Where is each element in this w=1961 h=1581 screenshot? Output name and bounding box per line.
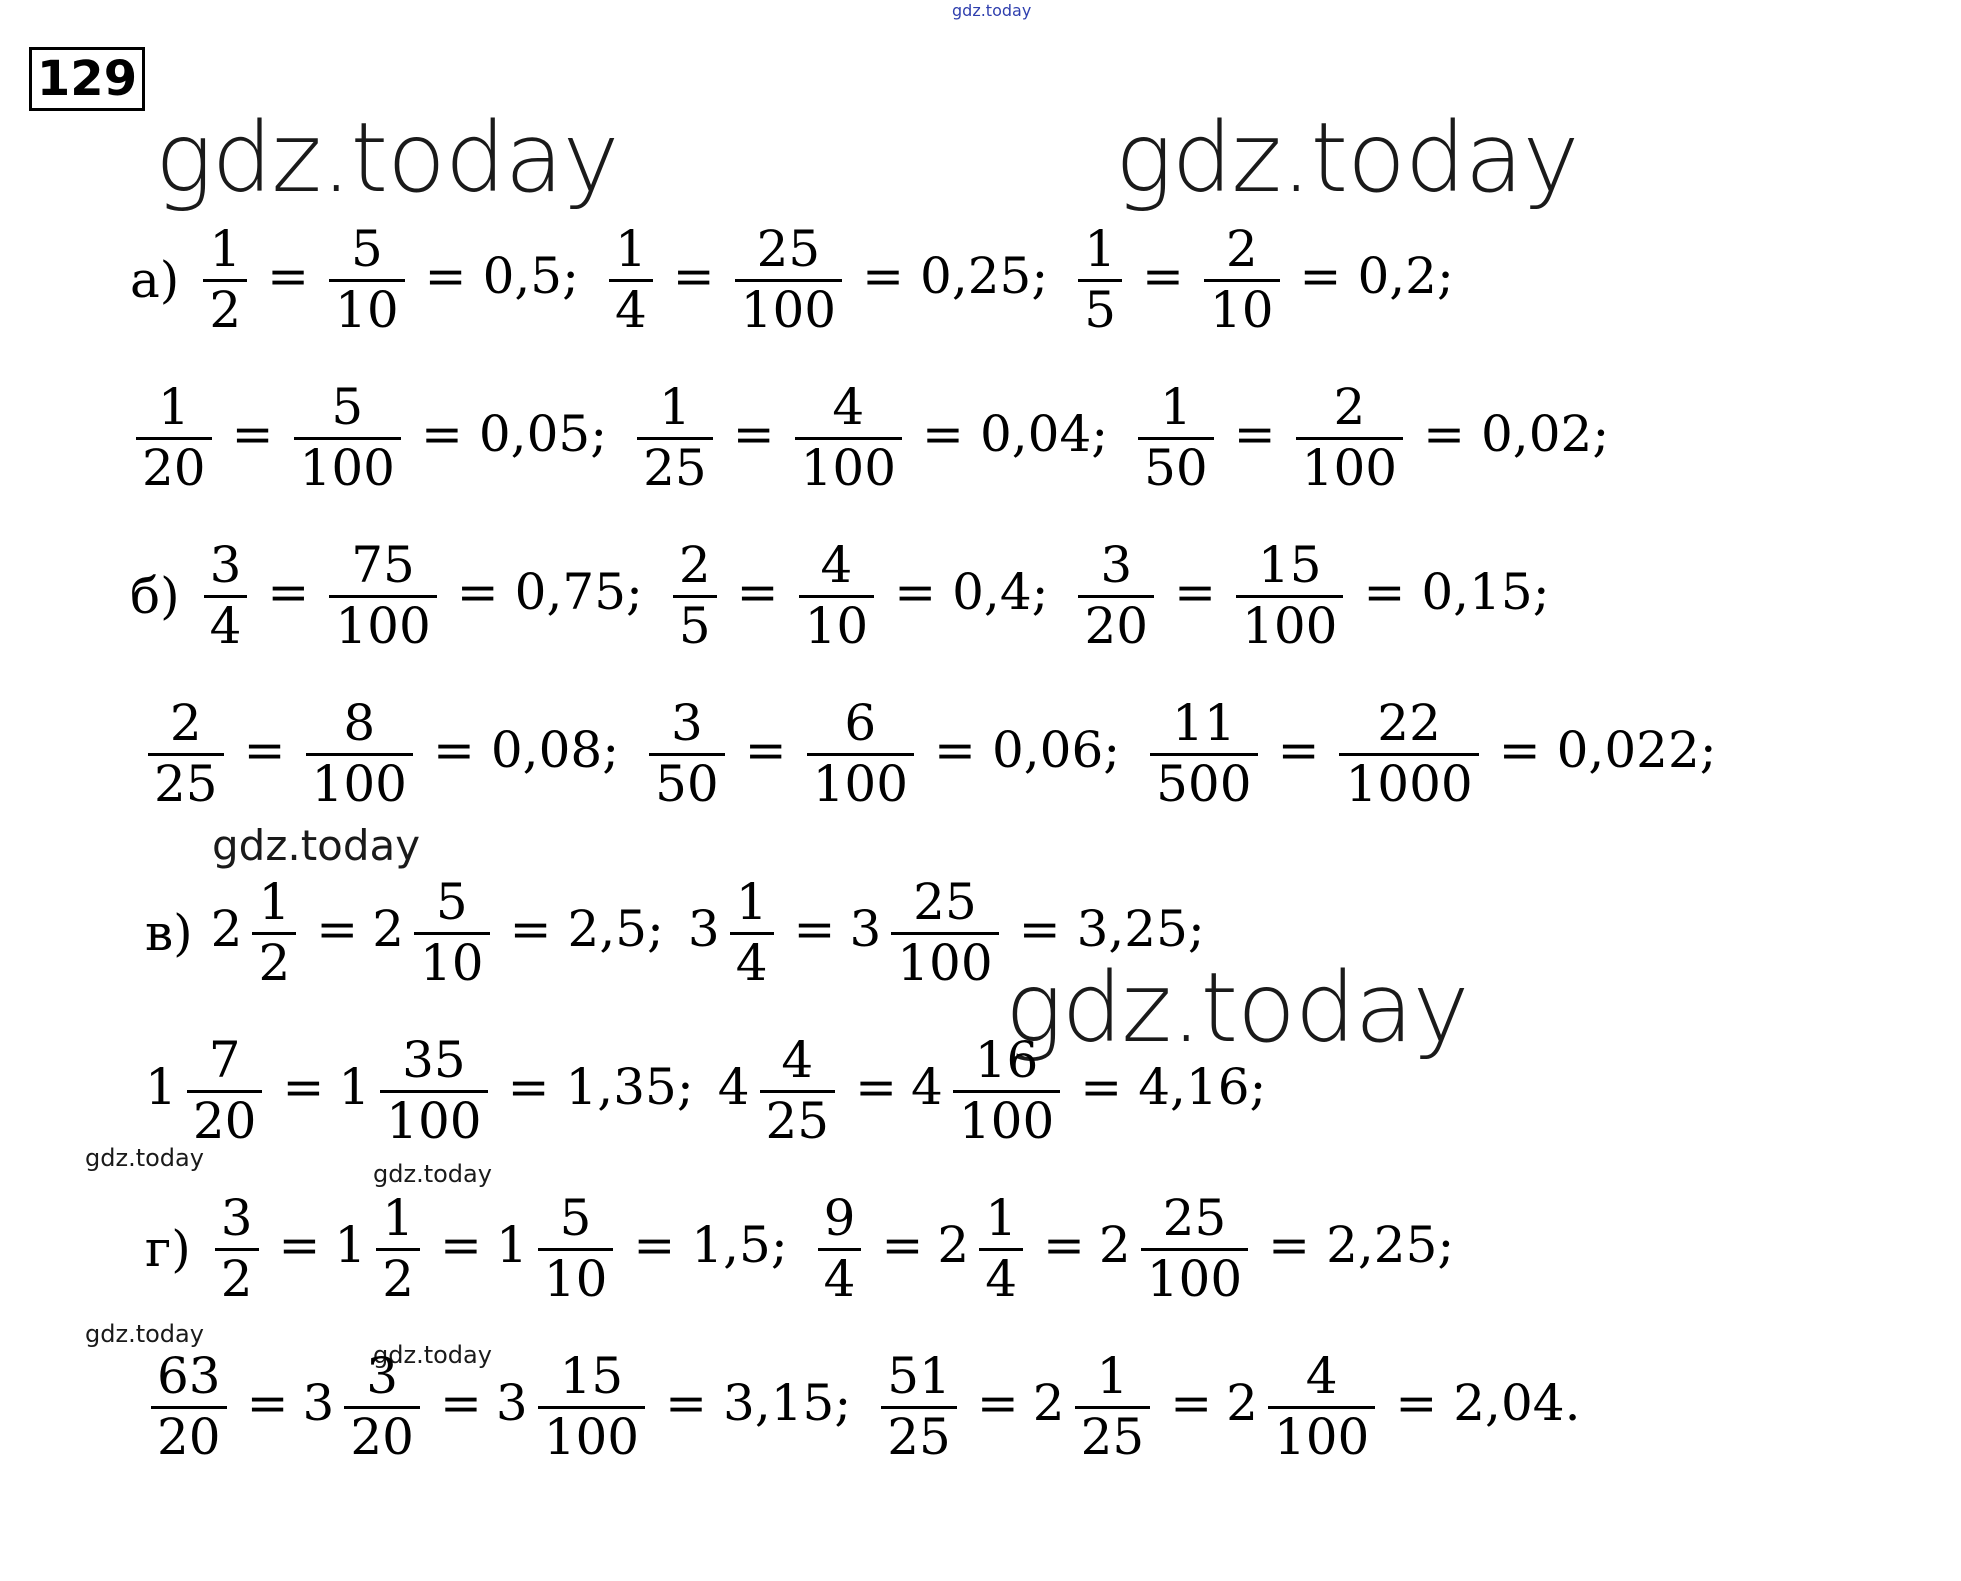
equation-line bbox=[130, 536, 1550, 656]
equals-sign: = bbox=[736, 563, 779, 621]
equation bbox=[1132, 379, 1609, 497]
numerator: 25 bbox=[913, 873, 977, 931]
equation bbox=[1072, 221, 1454, 339]
whole-part: 1 bbox=[495, 1216, 528, 1274]
denominator: 100 bbox=[1273, 1407, 1370, 1466]
equals-sign: = bbox=[246, 1374, 289, 1432]
equals-sign: = bbox=[456, 563, 499, 621]
whole-part: 4 bbox=[911, 1058, 943, 1116]
equals-sign: = bbox=[922, 405, 964, 463]
equation bbox=[142, 695, 619, 813]
numerator: 8 bbox=[343, 694, 376, 752]
numerator: 1 bbox=[658, 378, 691, 436]
equals-sign: = bbox=[1043, 1216, 1085, 1274]
whole-part: 3 bbox=[849, 900, 882, 958]
equals-sign: = bbox=[1142, 247, 1184, 305]
equals-sign: = bbox=[793, 900, 836, 958]
whole-part: 4 bbox=[717, 1058, 750, 1116]
fraction bbox=[148, 695, 224, 813]
denominator: 4 bbox=[985, 1249, 1018, 1308]
equals-sign: = bbox=[267, 563, 310, 621]
whole-part: 2 bbox=[1098, 1216, 1131, 1274]
denominator: 2 bbox=[258, 933, 291, 992]
numerator: 11 bbox=[1172, 694, 1236, 752]
numerator: 15 bbox=[559, 1347, 624, 1405]
numerator: 2 bbox=[1225, 220, 1258, 278]
decimal-result: 0,06; bbox=[991, 721, 1121, 779]
fraction bbox=[294, 379, 401, 497]
fraction bbox=[730, 874, 774, 992]
numerator: 1 bbox=[614, 220, 647, 278]
fraction bbox=[891, 874, 998, 992]
denominator: 100 bbox=[1301, 438, 1398, 497]
equation bbox=[688, 874, 1205, 992]
equation bbox=[1072, 537, 1549, 655]
decimal-result: 1,35; bbox=[565, 1058, 694, 1116]
whole-part: 1 bbox=[334, 1216, 367, 1274]
whole-part: 3 bbox=[495, 1374, 528, 1432]
decimal-result: 3,15; bbox=[723, 1374, 852, 1432]
equation bbox=[197, 221, 579, 339]
fraction bbox=[735, 221, 842, 339]
denominator: 2 bbox=[382, 1249, 415, 1308]
fraction bbox=[1339, 695, 1478, 813]
whole-part: 2 bbox=[372, 900, 404, 958]
fraction bbox=[204, 537, 248, 655]
denominator: 50 bbox=[655, 754, 719, 813]
equals-sign: = bbox=[231, 405, 274, 463]
equals-sign: = bbox=[1268, 1216, 1311, 1274]
numerator: 1 bbox=[985, 1189, 1018, 1247]
fraction bbox=[1078, 221, 1122, 339]
denominator: 100 bbox=[1146, 1249, 1243, 1308]
fraction bbox=[1138, 379, 1214, 497]
fraction bbox=[344, 1348, 420, 1466]
denominator: 100 bbox=[299, 438, 395, 497]
equals-sign: = bbox=[732, 405, 775, 463]
equals-sign: = bbox=[1233, 405, 1276, 463]
fraction bbox=[1141, 1190, 1248, 1308]
numerator: 22 bbox=[1377, 694, 1441, 752]
fraction bbox=[609, 221, 653, 339]
numerator: 1 bbox=[382, 1189, 415, 1247]
equals-sign: = bbox=[267, 247, 310, 305]
fraction bbox=[538, 1190, 614, 1308]
equation bbox=[812, 1190, 1455, 1308]
whole-part: 1 bbox=[145, 1058, 177, 1116]
numerator: 6 bbox=[844, 694, 877, 752]
decimal-result: 0,15; bbox=[1421, 563, 1550, 621]
equation bbox=[718, 1032, 1267, 1150]
equals-sign: = bbox=[894, 563, 937, 621]
equals-sign: = bbox=[243, 721, 286, 779]
denominator: 10 bbox=[1209, 280, 1274, 339]
fraction bbox=[187, 1032, 263, 1150]
denominator: 20 bbox=[350, 1407, 414, 1466]
fraction bbox=[637, 379, 713, 497]
denominator: 100 bbox=[958, 1091, 1055, 1150]
equation bbox=[603, 221, 1048, 339]
numerator: 1 bbox=[209, 220, 242, 278]
decimal-result: 0,5; bbox=[482, 247, 579, 305]
fraction bbox=[979, 1190, 1023, 1308]
numerator: 4 bbox=[781, 1031, 814, 1089]
equals-sign: = bbox=[934, 721, 976, 779]
equation bbox=[667, 537, 1049, 655]
watermark-small: gdz.today bbox=[373, 1341, 492, 1369]
equation bbox=[643, 695, 1120, 813]
equals-sign: = bbox=[316, 900, 359, 958]
fraction bbox=[807, 695, 914, 813]
equals-sign: = bbox=[507, 1058, 550, 1116]
denominator: 1000 bbox=[1345, 754, 1473, 813]
numerator: 1 bbox=[1160, 378, 1192, 436]
decimal-result: 0,08; bbox=[490, 721, 620, 779]
watermark-large-middle: gdz.today bbox=[1005, 952, 1469, 1064]
denominator: 2 bbox=[220, 1249, 253, 1308]
fraction bbox=[1268, 1348, 1375, 1466]
fraction bbox=[376, 1190, 420, 1308]
equals-sign: = bbox=[282, 1058, 325, 1116]
denominator: 4 bbox=[735, 933, 768, 992]
fraction bbox=[538, 1348, 645, 1466]
fraction bbox=[414, 874, 490, 992]
equals-sign: = bbox=[1363, 563, 1406, 621]
denominator: 100 bbox=[1242, 596, 1338, 655]
fraction bbox=[795, 379, 902, 497]
decimal-result: 0,05; bbox=[478, 405, 608, 463]
denominator: 20 bbox=[157, 1407, 221, 1466]
denominator: 4 bbox=[823, 1249, 856, 1308]
fraction bbox=[252, 874, 296, 992]
decimal-result: 0,02; bbox=[1481, 405, 1610, 463]
fraction bbox=[215, 1190, 259, 1308]
numerator: 63 bbox=[157, 1347, 221, 1405]
whole-part: 1 bbox=[338, 1058, 371, 1116]
denominator: 25 bbox=[643, 438, 707, 497]
equation-line bbox=[145, 873, 1205, 993]
denominator: 25 bbox=[1080, 1407, 1145, 1466]
equals-sign: = bbox=[1498, 721, 1541, 779]
numerator: 15 bbox=[1257, 536, 1322, 594]
numerator: 2 bbox=[678, 536, 711, 594]
whole-part: 3 bbox=[687, 900, 720, 958]
equals-sign: = bbox=[509, 900, 552, 958]
numerator: 75 bbox=[351, 536, 415, 594]
equation-line bbox=[145, 1189, 1454, 1309]
decimal-result: 0,4; bbox=[952, 563, 1049, 621]
numerator: 4 bbox=[1305, 1347, 1338, 1405]
fraction bbox=[1078, 537, 1154, 655]
numerator: 7 bbox=[208, 1031, 241, 1089]
equation bbox=[875, 1348, 1580, 1466]
numerator: 5 bbox=[435, 873, 468, 931]
equals-sign: = bbox=[424, 247, 467, 305]
denominator: 100 bbox=[386, 1091, 482, 1150]
numerator: 4 bbox=[832, 378, 865, 436]
item-label: б) bbox=[130, 567, 180, 625]
denominator: 100 bbox=[740, 280, 837, 339]
denominator: 5 bbox=[1084, 280, 1117, 339]
denominator: 4 bbox=[614, 280, 647, 339]
watermark-top: gdz.today bbox=[952, 1, 1032, 20]
denominator: 100 bbox=[543, 1407, 640, 1466]
equation bbox=[209, 1190, 788, 1308]
decimal-result: 0,04; bbox=[979, 405, 1109, 463]
fraction bbox=[649, 695, 725, 813]
equals-sign: = bbox=[1170, 1374, 1213, 1432]
denominator: 5 bbox=[678, 596, 711, 655]
item-label: г) bbox=[145, 1220, 191, 1278]
whole-part: 2 bbox=[937, 1216, 970, 1274]
whole-part: 2 bbox=[1226, 1374, 1258, 1432]
denominator: 25 bbox=[765, 1091, 830, 1150]
decimal-result: 1,5; bbox=[691, 1216, 788, 1274]
whole-part: 2 bbox=[210, 900, 243, 958]
equals-sign: = bbox=[1395, 1374, 1438, 1432]
numerator: 5 bbox=[331, 378, 364, 436]
numerator: 1 bbox=[258, 873, 291, 931]
fraction bbox=[953, 1032, 1060, 1150]
fraction bbox=[306, 695, 413, 813]
equation-line bbox=[142, 694, 1717, 814]
equals-sign: = bbox=[432, 721, 475, 779]
denominator: 100 bbox=[311, 754, 407, 813]
equation bbox=[145, 1348, 851, 1466]
equals-sign: = bbox=[855, 1058, 898, 1116]
decimal-result: 2,04. bbox=[1453, 1374, 1581, 1432]
whole-part: 3 bbox=[302, 1374, 335, 1432]
watermark-large-left: gdz.today bbox=[155, 102, 619, 214]
numerator: 3 bbox=[209, 536, 242, 594]
numerator: 9 bbox=[823, 1189, 856, 1247]
item-label: в) bbox=[145, 904, 193, 962]
numerator: 3 bbox=[670, 694, 703, 752]
fraction bbox=[881, 1348, 957, 1466]
numerator: 1 bbox=[735, 873, 768, 931]
denominator: 20 bbox=[1084, 596, 1149, 655]
decimal-result: 0,022; bbox=[1556, 721, 1717, 779]
fraction bbox=[329, 221, 405, 339]
denominator: 10 bbox=[804, 596, 869, 655]
numerator: 4 bbox=[820, 536, 853, 594]
numerator: 16 bbox=[974, 1031, 1039, 1089]
decimal-result: 2,5; bbox=[567, 900, 664, 958]
equals-sign: = bbox=[420, 405, 463, 463]
denominator: 4 bbox=[209, 596, 242, 655]
equation bbox=[1144, 695, 1717, 813]
denominator: 20 bbox=[192, 1091, 257, 1150]
denominator: 100 bbox=[812, 754, 909, 813]
numerator: 2 bbox=[169, 694, 202, 752]
fraction bbox=[1075, 1348, 1151, 1466]
denominator: 10 bbox=[335, 280, 399, 339]
watermark-large-right: gdz.today bbox=[1115, 102, 1579, 214]
numerator: 5 bbox=[559, 1189, 592, 1247]
denominator: 2 bbox=[209, 280, 242, 339]
equation bbox=[211, 874, 664, 992]
equals-sign: = bbox=[1277, 721, 1320, 779]
equation bbox=[145, 1032, 694, 1150]
equals-sign: = bbox=[665, 1374, 708, 1432]
denominator: 50 bbox=[1144, 438, 1208, 497]
watermark-small: gdz.today bbox=[85, 1320, 204, 1348]
decimal-result: 3,25; bbox=[1076, 900, 1205, 958]
denominator: 10 bbox=[420, 933, 484, 992]
equals-sign: = bbox=[1174, 563, 1217, 621]
equals-sign: = bbox=[862, 247, 905, 305]
numerator: 25 bbox=[1162, 1189, 1227, 1247]
denominator: 20 bbox=[142, 438, 206, 497]
numerator: 5 bbox=[350, 220, 383, 278]
equation bbox=[130, 379, 607, 497]
equation bbox=[631, 379, 1108, 497]
numerator: 35 bbox=[402, 1031, 466, 1089]
numerator: 1 bbox=[1096, 1347, 1129, 1405]
denominator: 100 bbox=[897, 933, 993, 992]
numerator: 3 bbox=[1100, 536, 1133, 594]
fraction bbox=[203, 221, 247, 339]
numerator: 1 bbox=[157, 378, 190, 436]
denominator: 25 bbox=[154, 754, 218, 813]
equals-sign: = bbox=[1080, 1058, 1123, 1116]
fraction bbox=[818, 1190, 862, 1308]
fraction bbox=[329, 537, 436, 655]
denominator: 25 bbox=[887, 1407, 951, 1466]
decimal-result: 0,25; bbox=[920, 247, 1049, 305]
equals-sign: = bbox=[278, 1216, 321, 1274]
decimal-result: 2,25; bbox=[1326, 1216, 1455, 1274]
fraction bbox=[1296, 379, 1403, 497]
equation-line bbox=[145, 1031, 1266, 1151]
problem-number: 129 bbox=[29, 47, 145, 111]
decimal-result: 4,16; bbox=[1138, 1058, 1267, 1116]
numerator: 25 bbox=[756, 220, 821, 278]
decimal-result: 0,75; bbox=[514, 563, 643, 621]
equals-sign: = bbox=[439, 1374, 482, 1432]
denominator: 500 bbox=[1156, 754, 1252, 813]
equals-sign: = bbox=[633, 1216, 676, 1274]
equation-line bbox=[130, 220, 1454, 340]
equation-line bbox=[145, 1347, 1580, 1467]
numerator: 3 bbox=[220, 1189, 253, 1247]
fraction bbox=[380, 1032, 487, 1150]
denominator: 10 bbox=[543, 1249, 608, 1308]
equals-sign: = bbox=[1299, 247, 1342, 305]
fraction bbox=[799, 537, 875, 655]
watermark-small: gdz.today bbox=[373, 1160, 492, 1188]
item-label: а) bbox=[130, 251, 180, 309]
equals-sign: = bbox=[744, 721, 787, 779]
fraction bbox=[1236, 537, 1343, 655]
equals-sign: = bbox=[976, 1374, 1019, 1432]
fraction bbox=[1204, 221, 1280, 339]
fraction bbox=[151, 1348, 227, 1466]
watermark-small: gdz.today bbox=[85, 1144, 204, 1172]
decimal-result: 0,2; bbox=[1357, 247, 1454, 305]
watermark-medium: gdz.today bbox=[212, 821, 421, 870]
fraction bbox=[1150, 695, 1257, 813]
numerator: 3 bbox=[366, 1347, 399, 1405]
equals-sign: = bbox=[881, 1216, 924, 1274]
numerator: 2 bbox=[1333, 378, 1366, 436]
whole-part: 2 bbox=[1032, 1374, 1065, 1432]
equals-sign: = bbox=[440, 1216, 482, 1274]
equals-sign: = bbox=[672, 247, 715, 305]
denominator: 100 bbox=[800, 438, 897, 497]
fraction bbox=[760, 1032, 836, 1150]
denominator: 100 bbox=[335, 596, 431, 655]
fraction bbox=[673, 537, 717, 655]
equals-sign: = bbox=[1018, 900, 1061, 958]
fraction bbox=[136, 379, 212, 497]
equation bbox=[198, 537, 643, 655]
equation-line bbox=[130, 378, 1609, 498]
equals-sign: = bbox=[1423, 405, 1465, 463]
numerator: 51 bbox=[887, 1347, 951, 1405]
numerator: 1 bbox=[1084, 220, 1117, 278]
